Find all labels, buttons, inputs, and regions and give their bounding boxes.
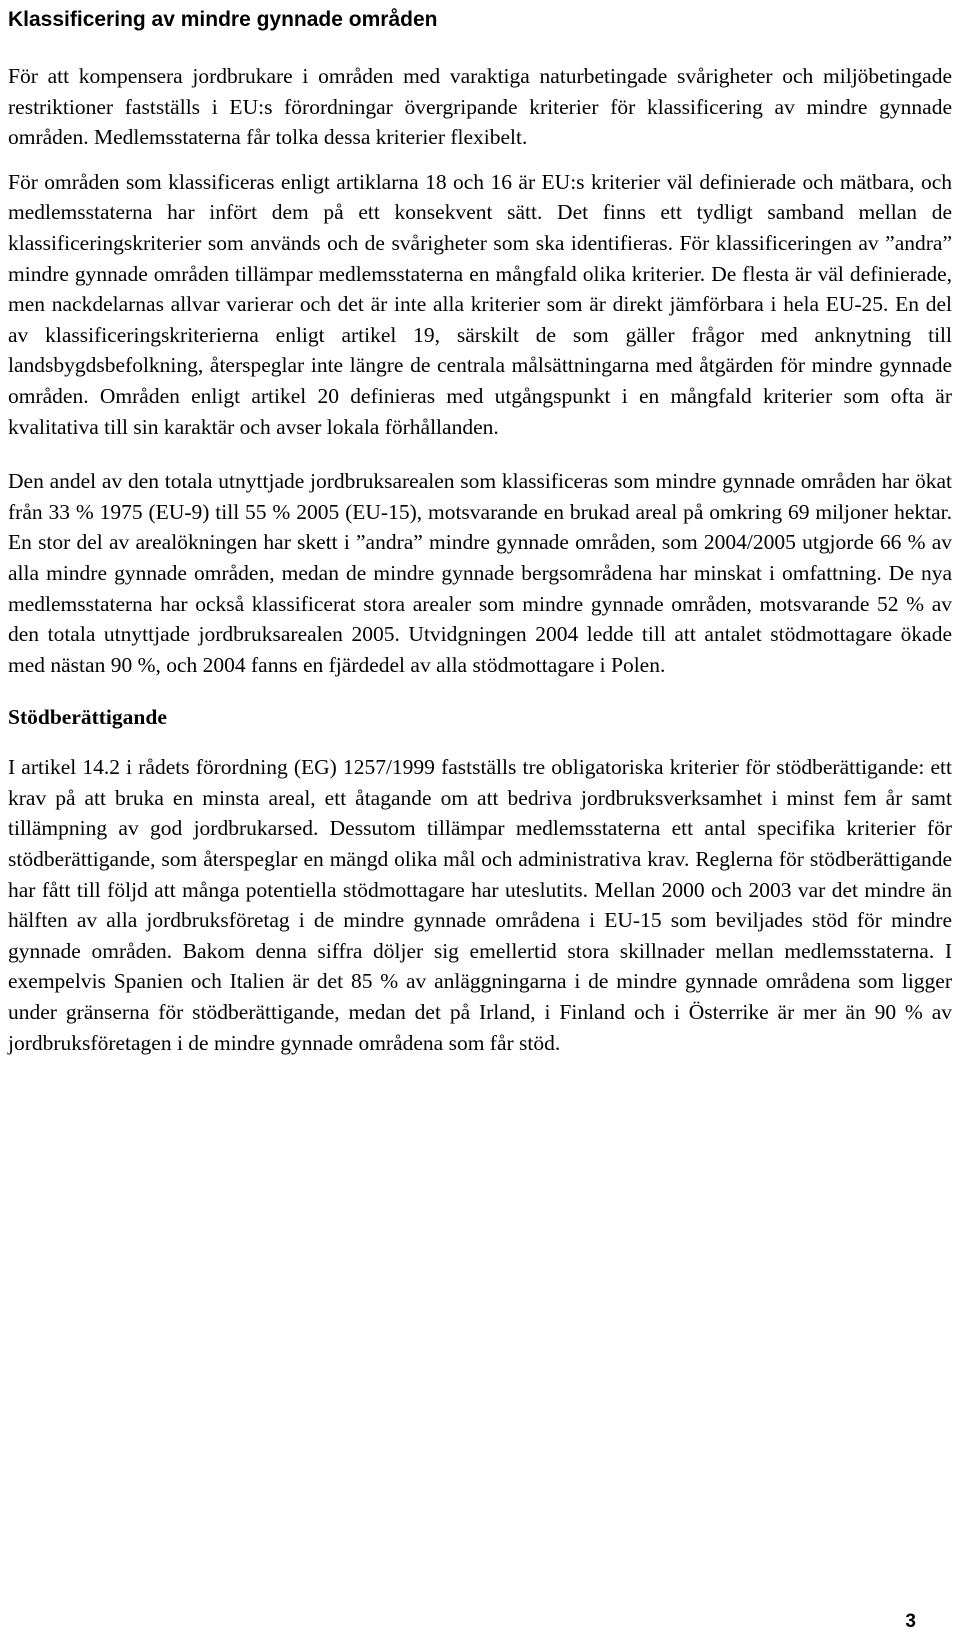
section-heading-classification: Klassificering av mindre gynnade områden [8,8,438,31]
body-paragraph: Den andel av den totala utnyttjade jordbruksarealen som klassificeras som mindre gynnade områden har ökat från 33 % 1975 (EU-9) till 55 % 2005 (EU-15), motsvarande en brukad areal på omkring 69 miljoner hektar. En stor del av arealökningen har skett i ”andra” mindre gynnade områden, som 2004/2005 utgjorde 66 % av alla mindre gynnade områden, medan de mindre gynnade bergsområdena har minskat i omfattning. De nya medlemsstaterna har också klassificerat stora arealer som mindre gynnade områden, motsvarande 52 % av den totala utnyttjade jordbruksarealen 2005. Utvidgningen 2004 ledde till att antalet stödmottagare ökade med nästan 90 %, och 2004 fanns en fjärdedel av alla stödmottagare i Polen. [8,469,952,677]
body-paragraph: För att kompensera jordbrukare i områden med varaktiga naturbetingade svårigheter och miljöbetingade restriktioner fastställs i EU:s förordningar övergripande kriterier för klassificering av mindre gynnade områden. Medlemsstaterna får tolka dessa kriterier flexibelt. [8,64,952,150]
page-number: 3 [905,1611,916,1632]
body-paragraph: I artikel 14.2 i rådets förordning (EG) 1257/1999 fastställs tre obligatoriska kriterier för stödberättigande: ett krav på att bruka en minsta areal, ett åtagande om att bedriva jordbruksverksamhet i minst fem år samt tillämpning av god jordbrukarsed. Dessutom tillämpar medlemsstaterna ett antal specifika kriterier för stödberättigande, som återspeglar en mängd olika mål och administrativa krav. Reglerna för stödberättigande har fått till följd att många potentiella stödmottagare har uteslutits. Mellan 2000 och 2003 var det mindre än hälften av alla jordbruksföretag i de mindre gynnade områdena i EU-15 som beviljades stöd för mindre gynnade områden. Bakom denna siffra döljer sig emellertid stora skillnader mellan medlemsstaterna. I exempelvis Spanien och Italien är det 85 % av anläggningarna i de mindre gynnade områdena som ligger under gränserna för stödberättigande, medan det på Irland, i Finland och i Österrike är mer än 90 % av jordbruksföretagen i de mindre gynnade områdena som får stöd. [8,755,952,1055]
body-paragraph: För områden som klassificeras enligt artiklarna 18 och 16 är EU:s kriterier väl definierade och mätbara, och medlemsstaterna har infört dem på ett konsekvent sätt. Det finns ett tydligt samband mellan de klassificeringskriterier som används och de svårigheter som ska identifieras. För klassificeringen av ”andra” mindre gynnade områden tillämpar medlemsstaterna en mångfald olika kriterier. De flesta är väl definierade, men nackdelarnas allvar varierar och det är inte alla kriterier som är direkt jämförbara i hela EU-25. En del av klassificeringskriterierna enligt artikel 19, särskilt de som gäller frågor med anknytning till landsbygdsbefolkning, återspeglar inte längre de centrala målsättningarna med åtgärden för mindre gynnade områden. Områden enligt artikel 20 definieras med utgångspunkt i en mångfald kriterier som ofta är kvalitativa till sin karaktär och avser lokala förhållanden. [8,169,952,439]
document-page [8,0,952,1058]
section-heading-eligibility: Stödberättigande [8,705,167,730]
